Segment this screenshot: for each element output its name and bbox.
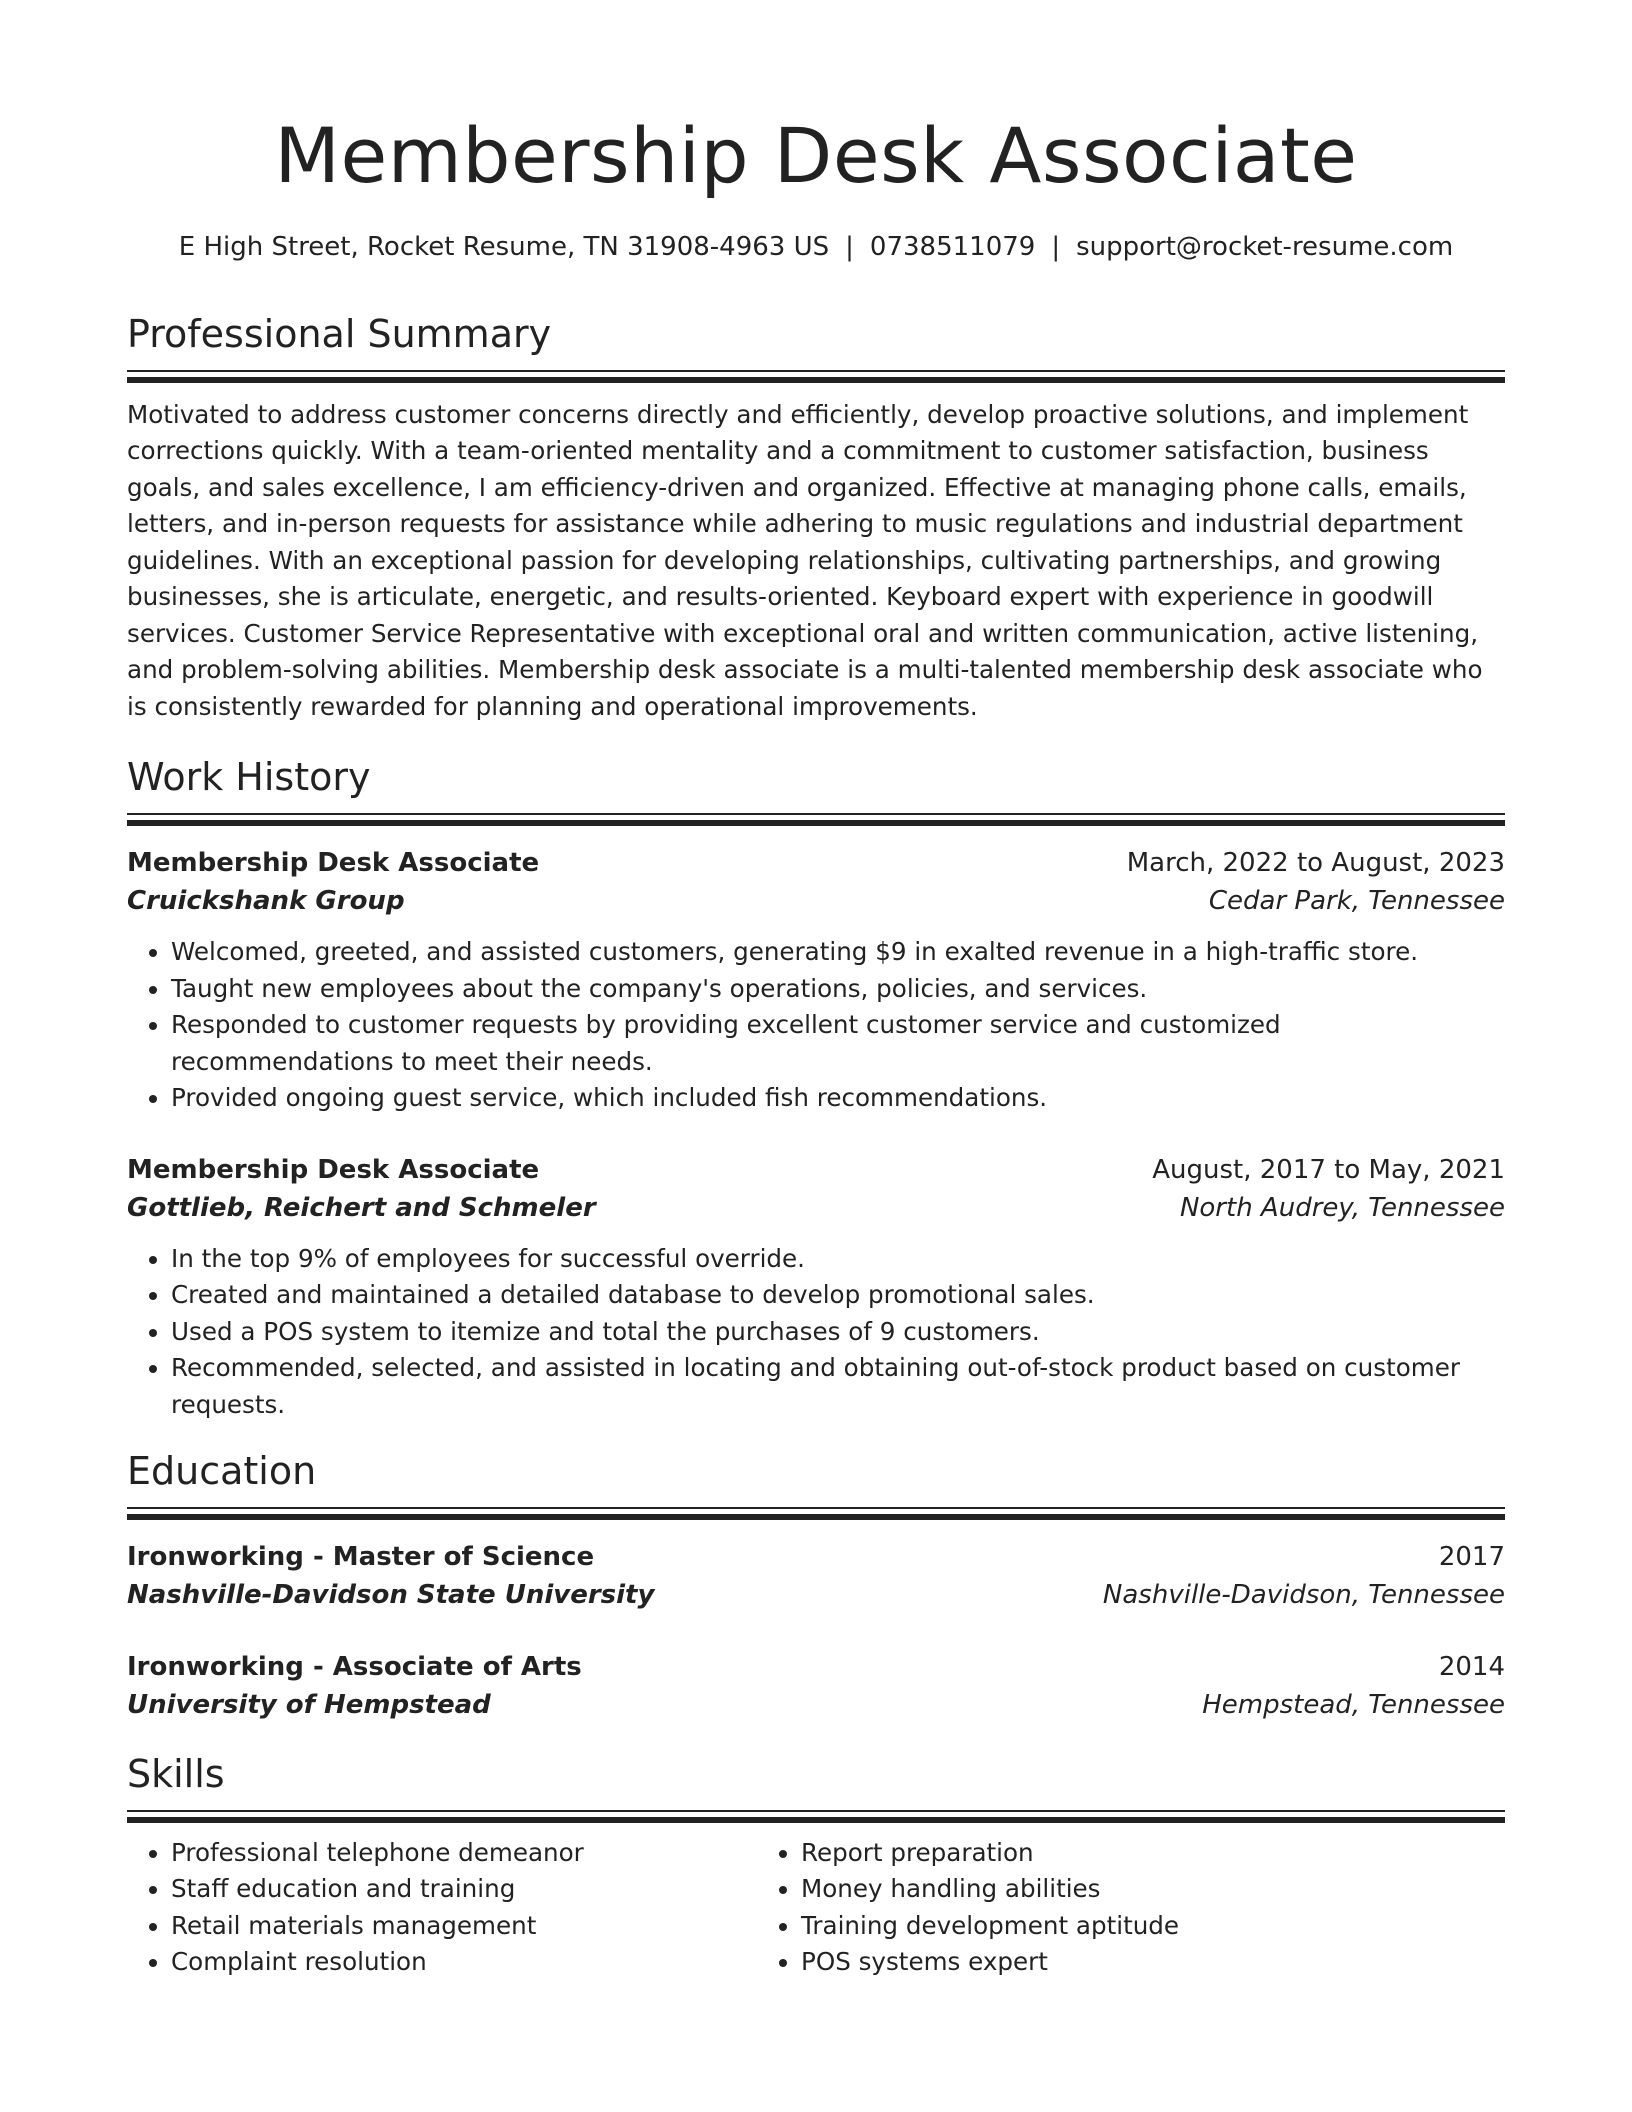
contact-separator: | (1051, 232, 1061, 262)
section-divider (127, 813, 1505, 826)
education-header-row (127, 1648, 1505, 1686)
education-location: Nashville-Davidson, Tennessee (1102, 1579, 1505, 1610)
job-company: Gottlieb, Reichert and Schmeler (127, 1192, 596, 1223)
candidate-name: Membership Desk Associate (274, 111, 1358, 200)
job-dates: March, 2022 to August, 2023 (1126, 848, 1505, 879)
education-degree: Ironworking - Associate of Arts (127, 1651, 582, 1682)
contact-email: support@rocket-resume.com (1076, 232, 1454, 262)
job-bullet: • Recommended, selected, and assisted in locating and obtaining out-of-stock product based on customer requests. (171, 1350, 1505, 1423)
section-divider (127, 1507, 1505, 1520)
job-bullet: • Used a POS system to itemize and total the purchases of 9 customers. (171, 1314, 1505, 1351)
education-school-row (127, 1576, 1505, 1614)
education-degree: Ironworking - Master of Science (127, 1541, 595, 1572)
section-heading-education: Education (127, 1449, 317, 1494)
job-location: North Audrey, Tennessee (1179, 1192, 1505, 1223)
education-year: 2017 (1438, 1541, 1505, 1572)
education-location: Hempstead, Tennessee (1202, 1689, 1505, 1720)
skill-item: • Staff education and training (171, 1871, 757, 1908)
job-bullet: • In the top 9% of employees for successful override. (171, 1241, 1505, 1278)
job-entry (127, 1151, 1505, 1424)
job-header-row (127, 844, 1505, 882)
skill-item: • Money handling abilities (801, 1871, 1387, 1908)
skill-item: • Professional telephone demeanor (171, 1835, 757, 1872)
skills-section (127, 1751, 1505, 1981)
job-bullet: • Welcomed, greeted, and assisted customers, generating $9 in exalted revenue in a high-traffic store. (171, 934, 1505, 971)
summary-text: Motivated to address customer concerns directly and efficiently, develop proactive solutions, and implement corrections quickly. With a team-oriented mentality and a commitment to customer satisfaction, business goals, and sales excellence, I am efficiency-driven and organized. Effective at managing phone calls, emails, letters, and in-person requests for assistance while adhering to music regulations and industrial department guidelines. With an exceptional passion for developing relationships, cultivating partnerships, and growing businesses, she is articulate, energetic, and results-oriented. Keyboard expert with experience in goodwill services. Customer Service Representative with exceptional oral and written communication, active listening, and problem-solving abilities. Membership desk associate is a multi-talented membership desk associate who is consistently rewarded for planning and operational improvements. (127, 399, 1483, 721)
education-header-row (127, 1538, 1505, 1576)
job-company-row (127, 1189, 1505, 1227)
job-title: Membership Desk Associate (127, 1154, 540, 1185)
education-school: Nashville-Davidson State University (127, 1579, 655, 1610)
section-divider (127, 1810, 1505, 1823)
job-company-row (127, 882, 1505, 920)
education-school: University of Hempstead (127, 1689, 491, 1720)
job-bullet: • Responded to customer requests by providing excellent customer service and customized recommendations to meet their needs. (171, 1007, 1505, 1080)
job-bullet-list (127, 934, 1505, 1117)
job-bullet: • Created and maintained a detailed database to develop promotional sales. (171, 1277, 1505, 1314)
contact-separator: | (845, 232, 854, 262)
summary-section (127, 314, 1505, 725)
skill-item: • POS systems expert (801, 1944, 1387, 1981)
contact-phone: 0738511079 (869, 232, 1036, 262)
section-heading-work-history: Work History (127, 755, 371, 800)
skill-item: • Retail materials management (171, 1908, 757, 1945)
section-heading-skills: Skills (127, 1751, 225, 1796)
section-divider (127, 370, 1505, 383)
job-dates: August, 2017 to May, 2021 (1152, 1154, 1505, 1185)
skill-item: • Complaint resolution (171, 1944, 757, 1981)
skills-list-right (757, 1835, 1387, 1981)
education-entry (127, 1538, 1505, 1614)
education-section (127, 1451, 1505, 1724)
contact-address: E High Street, Rocket Resume, TN 31908-4963 US (178, 232, 830, 262)
job-bullet: • Taught new employees about the company's operations, policies, and services. (171, 971, 1505, 1008)
job-title: Membership Desk Associate (127, 848, 540, 879)
skill-item: • Training development aptitude (801, 1908, 1387, 1945)
job-location: Cedar Park, Tennessee (1208, 886, 1505, 917)
education-school-row (127, 1686, 1505, 1724)
skills-list-left (127, 1835, 757, 1981)
skills-columns (127, 1835, 1505, 1981)
work-history-section (127, 757, 1505, 1423)
education-entry (127, 1648, 1505, 1724)
job-entry (127, 844, 1505, 1117)
education-year: 2014 (1438, 1651, 1505, 1682)
job-bullet: • Provided ongoing guest service, which included fish recommendations. (171, 1080, 1505, 1117)
section-heading-summary: Professional Summary (127, 312, 552, 356)
job-header-row (127, 1151, 1505, 1189)
contact-line (127, 232, 1505, 262)
job-bullet-list (127, 1241, 1505, 1424)
job-company: Cruickshank Group (127, 886, 405, 917)
skill-item: • Report preparation (801, 1835, 1387, 1872)
